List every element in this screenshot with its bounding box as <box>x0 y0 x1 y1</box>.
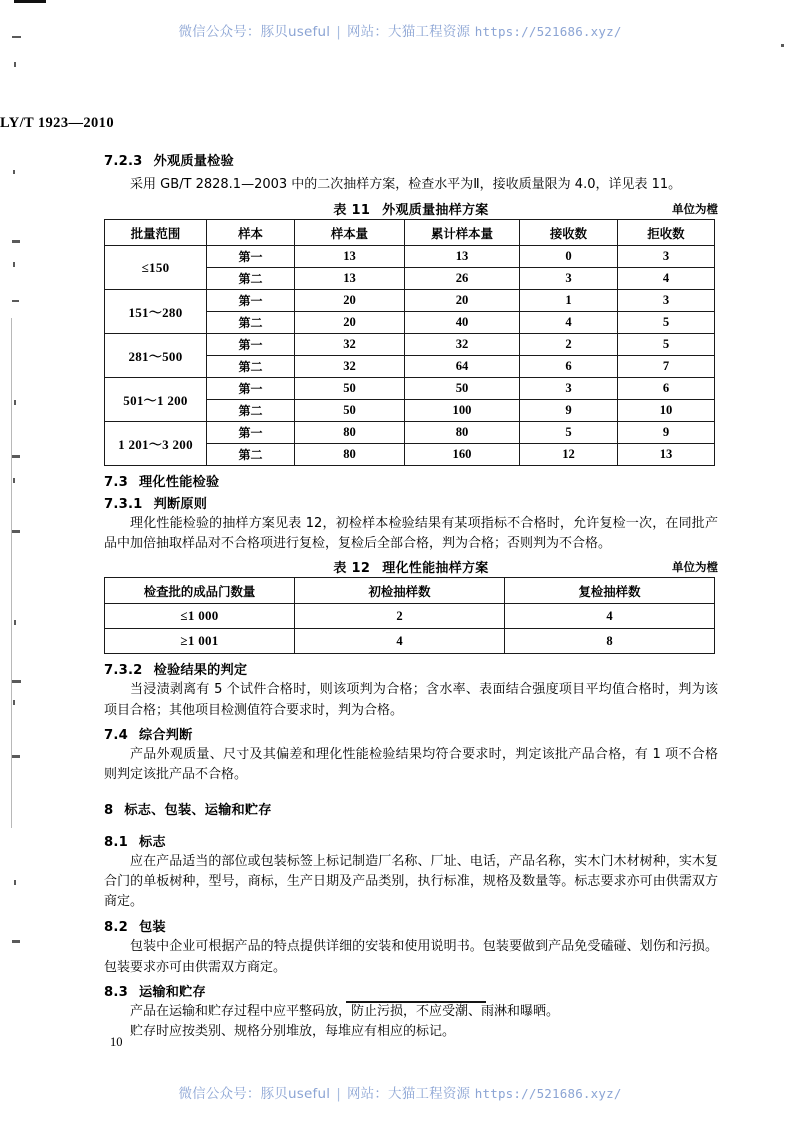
table-11-label: 表 11 <box>333 203 371 219</box>
lot-range-cell: ≤150 <box>105 246 207 290</box>
table-12-unit: 单位为樘 <box>672 560 718 575</box>
clause-number: 7.3 <box>104 475 128 491</box>
heading-8-1 <box>104 831 718 850</box>
table-12-body <box>105 604 715 654</box>
paragraph-7-2-3: 采用 GB/T 2828.1—2003 中的二次抽样方案，检查水平为Ⅱ，接收质量限为 4.0，详见表 11。 <box>130 177 682 192</box>
clause-number: 8 <box>104 802 114 818</box>
sample-size-cell: 13 <box>295 246 405 268</box>
accept-number-cell: 5 <box>520 422 618 444</box>
page-number: 10 <box>110 1035 123 1049</box>
table-11-unit: 单位为樘 <box>672 202 718 217</box>
sample-order-cell: 第二 <box>207 444 295 466</box>
accept-number-cell: 3 <box>520 268 618 290</box>
clause-title: 运输和贮存 <box>138 984 206 1000</box>
clause-number: 8.3 <box>104 984 128 1000</box>
accept-number-cell: 2 <box>520 334 618 356</box>
clause-number: 8.1 <box>104 834 128 850</box>
clause-number: 7.2.3 <box>104 154 143 169</box>
scan-speck <box>12 680 21 683</box>
table-header-row <box>105 578 715 604</box>
recheck-sample-cell: 4 <box>505 604 715 629</box>
reject-number-cell: 3 <box>618 290 715 312</box>
reject-number-cell: 3 <box>618 246 715 268</box>
scan-speck <box>12 36 21 38</box>
accept-number-cell: 3 <box>520 378 618 400</box>
table-11-col-header: 样本量 <box>295 220 405 246</box>
cumulative-size-cell: 20 <box>405 290 520 312</box>
heading-7-4 <box>104 724 718 743</box>
standard-number: LY/T 1923—2010 <box>0 115 114 131</box>
cumulative-size-cell: 50 <box>405 378 520 400</box>
table-row <box>105 378 715 400</box>
clause-title: 检验结果的判定 <box>153 663 248 679</box>
sample-order-cell: 第一 <box>207 246 295 268</box>
heading-8-2 <box>104 916 718 935</box>
table-row <box>105 604 715 629</box>
table-row <box>105 246 715 268</box>
heading-8-3 <box>104 981 718 1000</box>
table-12-title: 理化性能抽样方案 <box>382 561 489 577</box>
sample-size-cell: 32 <box>295 356 405 378</box>
initial-sample-cell: 4 <box>295 629 505 654</box>
sample-order-cell: 第二 <box>207 356 295 378</box>
table-12-col-header: 检查批的成品门数量 <box>105 578 295 604</box>
table-row <box>105 422 715 444</box>
footer-divider-rule <box>346 1001 486 1003</box>
accept-number-cell: 1 <box>520 290 618 312</box>
clause-number: 7.3.2 <box>104 663 143 679</box>
table-11-col-header: 样本 <box>207 220 295 246</box>
reject-number-cell: 4 <box>618 268 715 290</box>
sample-size-cell: 50 <box>295 400 405 422</box>
sample-order-cell: 第一 <box>207 378 295 400</box>
table-header-row <box>105 220 715 246</box>
table-11-caption-row <box>104 199 718 219</box>
accept-number-cell: 12 <box>520 444 618 466</box>
table-row <box>105 334 715 356</box>
clause-title: 包装 <box>138 920 166 936</box>
table-11-head <box>105 220 715 246</box>
clause-title: 综合判断 <box>138 727 193 743</box>
initial-sample-cell: 2 <box>295 604 505 629</box>
watermark-wechat-label: 微信公众号：豚贝useful <box>178 1086 331 1102</box>
paragraph-7-3-1: 理化性能检验的抽样方案见表 12，初检样本检验结果有某项指标不合格时，允许复检一次，在同批产品中加倍抽取样品对不合格项进行复检，复检后全部合格，判为合格；否则判为不合格。 <box>104 516 718 552</box>
sample-size-cell: 80 <box>295 422 405 444</box>
watermark-site-label: 网站：大猫工程资源 <box>346 24 471 40</box>
cumulative-size-cell: 80 <box>405 422 520 444</box>
table-12 <box>104 577 715 654</box>
watermark-site-label: 网站：大猫工程资源 <box>346 1086 471 1102</box>
lot-range-cell: 151～280 <box>105 290 207 334</box>
table-11-title: 外观质量抽样方案 <box>382 203 489 219</box>
clause-title: 标志、包装、运输和贮存 <box>124 802 272 818</box>
heading-7-3-2 <box>104 659 718 678</box>
heading-8 <box>104 799 718 818</box>
watermark-wechat-label: 微信公众号：豚贝useful <box>178 24 331 40</box>
watermark-separator: | <box>336 1086 341 1102</box>
reject-number-cell: 7 <box>618 356 715 378</box>
paragraph-7-4: 产品外观质量、尺寸及其偏差和理化性能检验结果均符合要求时，判定该批产品合格，有 1 项不合格则判定该批产品不合格。 <box>104 746 718 782</box>
sample-size-cell: 50 <box>295 378 405 400</box>
cumulative-size-cell: 160 <box>405 444 520 466</box>
scan-speck <box>12 300 19 302</box>
cumulative-size-cell: 100 <box>405 400 520 422</box>
watermark-bottom <box>0 1082 800 1102</box>
scan-speck <box>12 240 20 243</box>
scan-speck <box>14 620 16 625</box>
table-12-col-header: 复检抽样数 <box>505 578 715 604</box>
scan-speck <box>14 880 16 885</box>
heading-7-2-3 <box>104 150 718 169</box>
sample-order-cell: 第二 <box>207 312 295 334</box>
clause-number: 7.4 <box>104 727 128 743</box>
table-11-col-header: 接收数 <box>520 220 618 246</box>
sample-order-cell: 第一 <box>207 422 295 444</box>
cumulative-size-cell: 13 <box>405 246 520 268</box>
reject-number-cell: 10 <box>618 400 715 422</box>
table-12-col-header: 初检抽样数 <box>295 578 505 604</box>
watermark-url: https://521686.xyz/ <box>474 24 622 39</box>
table-11-col-header: 累计样本量 <box>405 220 520 246</box>
clause-number: 7.3.1 <box>104 497 143 513</box>
table-row <box>105 629 715 654</box>
clause-title: 判断原则 <box>153 497 208 513</box>
table-12-label: 表 12 <box>333 561 371 577</box>
table-12-head <box>105 578 715 604</box>
accept-number-cell: 0 <box>520 246 618 268</box>
lot-range-cell: 281～500 <box>105 334 207 378</box>
sample-size-cell: 13 <box>295 268 405 290</box>
sample-size-cell: 80 <box>295 444 405 466</box>
reject-number-cell: 13 <box>618 444 715 466</box>
scan-speck <box>13 478 15 483</box>
scan-speck <box>12 455 20 458</box>
heading-7-3 <box>104 471 718 490</box>
clause-title: 外观质量检验 <box>153 154 234 169</box>
recheck-sample-cell: 8 <box>505 629 715 654</box>
clause-number: 8.2 <box>104 920 128 936</box>
paragraph-7-3-2: 当浸渍剥离有 5 个试件合格时，则该项判为合格；含水率、表面结合强度项目平均值合格时，判为该项目合格；其他项目检测值符合要求时，判为合格。 <box>104 682 718 718</box>
table-row <box>105 290 715 312</box>
table-11 <box>104 219 715 466</box>
scan-speck <box>14 62 16 67</box>
scan-speck <box>13 262 15 267</box>
scan-speck <box>781 44 784 47</box>
sample-order-cell: 第二 <box>207 400 295 422</box>
reject-number-cell: 6 <box>618 378 715 400</box>
document-content <box>104 0 718 1042</box>
reject-number-cell: 9 <box>618 422 715 444</box>
reject-number-cell: 5 <box>618 312 715 334</box>
accept-number-cell: 4 <box>520 312 618 334</box>
reject-number-cell: 5 <box>618 334 715 356</box>
sample-size-cell: 20 <box>295 290 405 312</box>
table-11-caption <box>104 199 718 218</box>
scan-speck <box>14 400 16 405</box>
accept-number-cell: 9 <box>520 400 618 422</box>
scan-speck <box>13 700 15 705</box>
heading-7-3-1 <box>104 493 718 512</box>
sample-size-cell: 20 <box>295 312 405 334</box>
sample-size-cell: 32 <box>295 334 405 356</box>
clause-title: 标志 <box>138 834 166 850</box>
scan-artifact-vertical-line <box>11 318 12 828</box>
cumulative-size-cell: 26 <box>405 268 520 290</box>
cumulative-size-cell: 40 <box>405 312 520 334</box>
scan-speck <box>12 940 20 943</box>
table-11-body <box>105 246 715 466</box>
scan-speck <box>13 170 15 174</box>
table-12-caption-row <box>104 557 718 577</box>
paragraph-8-1: 应在产品适当的部位或包装标签上标记制造厂名称、厂址、电话，产品名称，实木门木材树种，实木复合门的单板树种，型号，商标，生产日期及产品类别，执行标准，规格及数量等。标志要求亦可由供需双方商定。 <box>104 853 718 910</box>
scan-artifact-top-bar <box>14 0 46 3</box>
sample-order-cell: 第一 <box>207 290 295 312</box>
watermark-separator: | <box>336 24 341 40</box>
sample-order-cell: 第二 <box>207 268 295 290</box>
watermark-url: https://521686.xyz/ <box>474 1086 622 1101</box>
table-11-col-header: 拒收数 <box>618 220 715 246</box>
cumulative-size-cell: 32 <box>405 334 520 356</box>
lot-range-cell: ≤1 000 <box>105 604 295 629</box>
lot-range-cell: 1 201～3 200 <box>105 422 207 466</box>
paragraph-8-3-line-1: 产品在运输和贮存过程中应平整码放，防止污损，不应受潮、雨淋和曝晒。 <box>130 1003 560 1019</box>
cumulative-size-cell: 64 <box>405 356 520 378</box>
lot-range-cell: ≥1 001 <box>105 629 295 654</box>
paragraph-8-2: 包装中企业可根据产品的特点提供详细的安装和使用说明书。包装要做到产品免受磕碰、划伤和污损。包装要求亦可由供需双方商定。 <box>104 939 718 975</box>
table-11-col-header: 批量范围 <box>105 220 207 246</box>
clause-title: 理化性能检验 <box>138 475 220 491</box>
table-12-caption <box>104 557 718 576</box>
scan-speck <box>12 530 20 533</box>
accept-number-cell: 6 <box>520 356 618 378</box>
lot-range-cell: 501～1 200 <box>105 378 207 422</box>
sample-order-cell: 第一 <box>207 334 295 356</box>
paragraph-8-3-line-2: 贮存时应按类别、规格分别堆放，每堆应有相应的标记。 <box>130 1023 456 1039</box>
scan-speck <box>12 755 20 758</box>
